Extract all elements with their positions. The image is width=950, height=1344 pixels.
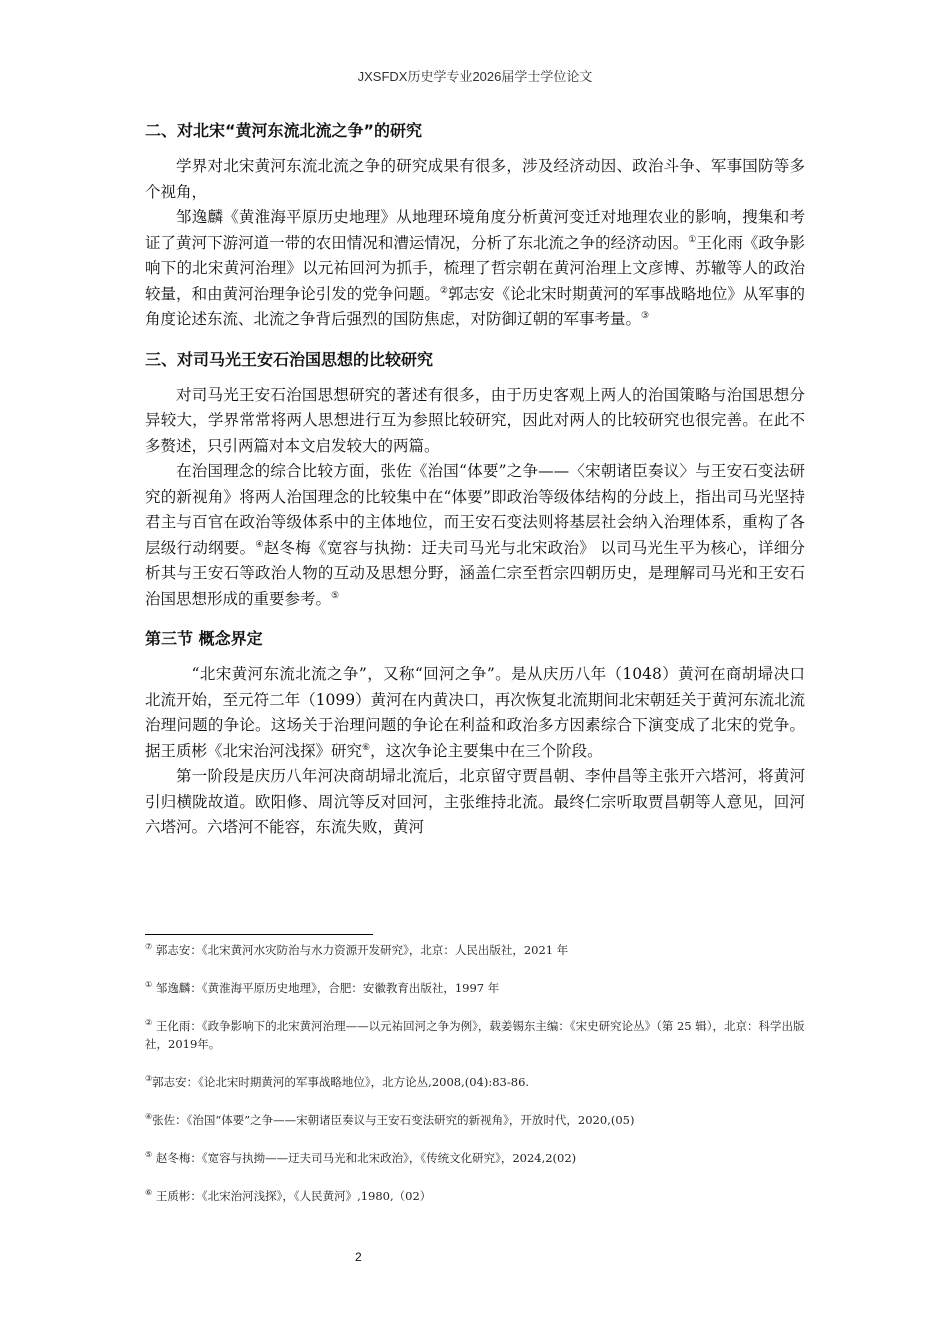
paragraph-text: 郭志安《论北宋时期黄河的军事战略地位》从军事的角度论述东流、北流之争背后强烈的国防焦虑，对防御辽朝的军事考量。 <box>145 284 805 328</box>
footnote-mark: ③ <box>145 1074 153 1084</box>
footnote-text: 邹逸麟：《黄淮海平原历史地理》，合肥：安徽教育出版社，1997 年 <box>152 981 500 995</box>
footnote-entry <box>145 979 805 997</box>
section-heading: 三、对司马光王安石治国思想的比较研究 <box>145 349 434 369</box>
footnote-entry <box>145 1073 805 1091</box>
body-paragraph <box>145 764 805 841</box>
body-paragraph <box>145 383 805 460</box>
footnote-entry <box>145 1111 805 1129</box>
body-paragraph <box>145 205 805 333</box>
paragraph-text: 王化雨《政争影响下的北宋黄河治理》以元祐回河为抓手，梳理了哲宗朝在黄河治理上文彦博、苏辙等人的政治较量，和由黄河治理争论引发的党争问题。 <box>145 233 805 303</box>
paragraph-text: “北宋黄河东流北流之争”，又称“回河之争”。是从庆历八年（1048）黄河在商胡埽决口北流开始，至元符二年（1099）黄河在内黄决口，再次恢复北流期间北宋朝廷关于黄河东流北流治理问题的争论。这场关于治理问题的争论在利益和政治多方因素综合下演变成了北宋的党争。据王质彬《北宋治河浅探》研究 <box>145 665 805 760</box>
body-paragraph <box>145 154 805 205</box>
footnote-entry <box>145 1187 805 1205</box>
footnotes <box>145 941 805 1225</box>
footnote-reference[interactable]: ④ <box>255 539 264 550</box>
footnote-separator <box>145 934 373 935</box>
footnote-text: 王化雨：《政争影响下的北宋黄河治理——以元祐回河之争为例》，载姜锡东主编：《宋史研究论丛》（第 25 辑），北京：科学出版社，2019年。 <box>145 1019 805 1051</box>
section-heading: 第三节 概念界定 <box>145 629 263 648</box>
paragraph-text: 在治国理念的综合比较方面，张佐《治国“体要”之争——〈宋朝诸臣奏议〉与王安石变法研究的新视角》将两人治国理念的比较集中在“体要”即政治等级体结构的分歧上，指出司马光坚持君主与百官在政治等级体系中的主体地位，而王安石变法则将基层社会纳入治理体系，重构了各层级行动纲要。 <box>145 462 805 557</box>
footnote-mark: ⑥ <box>145 1188 153 1198</box>
body-paragraph <box>145 459 805 612</box>
paragraph-text: ，这次争论主要集中在三个阶段。 <box>370 741 603 760</box>
paragraph-text: 对司马光王安石治国思想研究的著述有很多，由于历史客观上两人的治国策略与治国思想分异较大，学界常常将两人思想进行互为参照比较研究，因此对两人的比较研究也很完善。在此不多赘述，只引两篇对本文启发较大的两篇。 <box>145 385 805 455</box>
footnote-reference[interactable]: ② <box>439 285 448 296</box>
footnote-text: 郭志安：《北宋黄河水灾防治与水力资源开发研究》，北京：人民出版社，2021 年 <box>152 943 569 957</box>
section-heading: 二、对北宋“黄河东流北流之争”的研究 <box>145 121 423 140</box>
footnote-text: 王质彬：《北宋治河浅探》，《人民黄河》,1980,（02） <box>152 1189 432 1203</box>
footnote-mark: ① <box>145 980 153 990</box>
footnote-mark: ⑤ <box>145 1150 153 1160</box>
paragraph-text: 赵冬梅《宽容与执拗：迂夫司马光与北宋政治》 以司马光生平为核心，详细分析其与王安石等政治人物的互动及思想分野，涵盖仁宗至哲宗四朝历史，是理解司马光和王安石治国思想形成的重要参考。 <box>145 538 805 608</box>
main-content <box>145 118 805 841</box>
footnote-reference[interactable]: ⑤ <box>331 590 340 601</box>
footnote-reference[interactable]: ① <box>688 234 697 245</box>
footnote-mark: ⑦ <box>145 942 153 952</box>
footnote-mark: ② <box>145 1018 153 1028</box>
footnote-text: 赵冬梅：《宽容与执拗——迂夫司马光和北宋政治》，《传统文化研究》，2024,2(02) <box>152 1151 577 1165</box>
footnote-text: 郭志安：《论北宋时期黄河的军事战略地位》，北方论丛,2008,(04):83-86. <box>152 1075 530 1089</box>
footnote-mark: ④ <box>145 1112 153 1122</box>
footnote-entry <box>145 1149 805 1167</box>
paragraph-text: 学界对北宋黄河东流北流之争的研究成果有很多，涉及经济动因、政治斗争、军事国防等多个视角， <box>145 157 805 201</box>
body-paragraph <box>145 662 805 764</box>
footnote-reference[interactable]: ⑥ <box>362 742 371 753</box>
paragraph-text: 邹逸麟《黄淮海平原历史地理》从地理环境角度分析黄河变迁对地理农业的影响，搜集和考证了黄河下游河道一带的农田情况和漕运情况，分析了东北流之争的经济动因。 <box>145 208 805 252</box>
footnote-entry <box>145 941 805 959</box>
footnote-text: 张佐：《治国“体要”之争——宋朝诸臣奏议与王安石变法研究的新视角》，开放时代，2020,(05) <box>152 1113 635 1127</box>
footnote-reference[interactable]: ③ <box>641 310 650 321</box>
running-header: JXSFDX历史学专业2026届学士学位论文 <box>357 69 593 84</box>
paragraph-text: 第一阶段是庆历八年河决商胡埽北流后，北京留守贾昌朝、李仲昌等主张开六塔河，将黄河引归横陇故道。欧阳修、周沆等反对回河，主张维持北流。最终仁宗听取贾昌朝等人意见，回河六塔河。六塔河不能容，东流失败，黄河 <box>145 767 805 836</box>
page-number: 2 <box>355 1250 362 1264</box>
footnote-entry <box>145 1017 805 1053</box>
